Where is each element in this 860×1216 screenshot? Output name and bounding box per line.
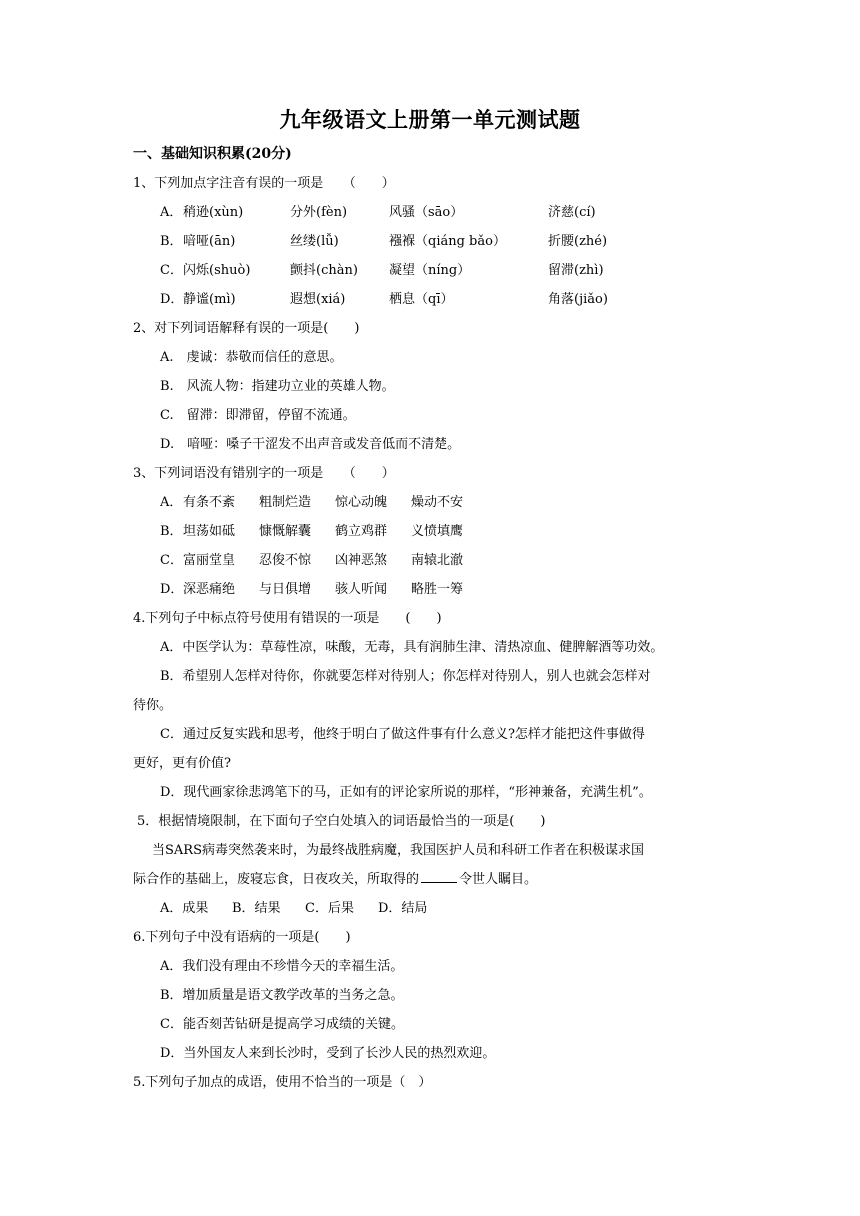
- q1-a-item-3: 风骚（sāo）: [389, 205, 464, 220]
- q1-option-d-label: D．: [160, 292, 184, 307]
- question-5-stem: 5．根据情境限制，在下面句子空白处填入的词语最恰当的一项是( ): [137, 814, 546, 829]
- question-6-stem: 6.下列句子中没有语病的一项是( ): [133, 930, 351, 945]
- q1-b-item-2: 丝缕(lǚ): [290, 234, 339, 249]
- q5-option-c: C．后果: [305, 901, 354, 916]
- q1-d-item-3: 栖息（qī）: [389, 292, 454, 307]
- q6-option-c: C．能否刻苦钻研是提高学习成绩的关键。: [160, 1017, 404, 1032]
- question-4-stem: 4.下列句子中标点符号使用有错误的一项是 ( ): [133, 611, 442, 626]
- q6-option-b: B．增加质量是语文教学改革的当务之急。: [160, 988, 404, 1003]
- q4-option-b-line2: 待你。: [133, 698, 173, 713]
- q3-d-item-4: 略胜一筹: [411, 582, 464, 597]
- q1-a-item-1: 稍逊(xùn): [183, 205, 244, 220]
- question-1-stem: 1、下列加点字注音有误的一项是 （ ）: [133, 176, 395, 191]
- q6-option-d: D．当外国友人来到长沙时，受到了长沙人民的热烈欢迎。: [160, 1046, 496, 1061]
- q4-option-c-line1: C．通过反复实践和思考，他终于明白了做这件事有什么意义?怎样才能把这件事做得: [160, 727, 645, 742]
- section-heading: 一、基础知识积累(20分): [133, 146, 292, 162]
- q2-option-b: B. 风流人物：指建功立业的英雄人物。: [160, 379, 395, 394]
- q3-option-b-label: B．: [160, 524, 183, 539]
- q3-b-item-2: 慷慨解囊: [259, 524, 312, 539]
- q3-option-a-label: A．: [160, 495, 183, 510]
- q6-option-a: A．我们没有理由不珍惜今天的幸福生活。: [160, 959, 404, 974]
- q1-b-item-3: 襁褓（qiáng bǎo）: [389, 234, 506, 249]
- q1-c-item-4: 留滞(zhì): [548, 263, 604, 278]
- q2-option-c: C. 留滞：即滞留，停留不流通。: [160, 408, 356, 423]
- q1-option-c-label: C．: [160, 263, 183, 278]
- q5-passage-line1: 当SARS病毒突然袭来时，为最终战胜病魔，我国医护人员和科研工作者在积极谋求国: [152, 843, 644, 858]
- q1-a-item-4: 济慈(cí): [548, 205, 596, 220]
- q3-d-item-3: 骇人听闻: [335, 582, 388, 597]
- q1-option-a-label: A．: [160, 205, 183, 220]
- q1-b-item-4: 折腰(zhé): [548, 234, 608, 249]
- q5-passage-tail: 令世人瞩目。: [459, 872, 538, 887]
- question-2-stem: 2、对下列词语解释有误的一项是( ): [133, 321, 360, 336]
- q3-c-item-2: 忍俊不惊: [259, 553, 312, 568]
- q5-option-a: A．成果: [160, 901, 209, 916]
- q1-d-item-2: 遐想(xiá): [290, 292, 346, 307]
- q5-option-b: B．结果: [232, 901, 281, 916]
- q4-option-c-line2: 更好，更有价值?: [133, 756, 231, 771]
- q4-option-a: A．中医学认为：草莓性凉，味酸，无毒，具有润肺生津、清热凉血、健脾解酒等功效。: [160, 640, 664, 655]
- q1-c-item-1: 闪烁(shuò): [183, 263, 251, 278]
- q2-option-a: A. 虔诚：恭敬而信任的意思。: [160, 350, 343, 365]
- fill-blank: [421, 870, 457, 883]
- q3-a-item-4: 燥动不安: [411, 495, 464, 510]
- q4-option-b-line1: B．希望别人怎样对待你，你就要怎样对待别人；你怎样对待别人，别人也就会怎样对: [160, 669, 651, 684]
- q3-option-d-label: D．: [160, 582, 184, 597]
- q3-c-item-1: 富丽堂皇: [183, 553, 236, 568]
- q1-d-item-1: 静谧(mì): [183, 292, 236, 307]
- q4-option-d: D．现代画家徐悲鸿笔下的马，正如有的评论家所说的那样，“形神兼备，充满生机”。: [160, 785, 652, 800]
- q5-passage-line2: [133, 868, 537, 887]
- q3-a-item-3: 惊心动魄: [335, 495, 388, 510]
- page-title: 九年级语文上册第一单元测试题: [279, 107, 581, 132]
- q3-c-item-4: 南辕北澈: [411, 553, 464, 568]
- q3-a-item-2: 粗制烂造: [259, 495, 312, 510]
- q5-option-d: D．结局: [378, 901, 428, 916]
- q1-c-item-2: 颤抖(chàn): [290, 263, 358, 278]
- q2-option-d: D. 喑哑：嗓子干涩发不出声音或发音低而不清楚。: [160, 437, 461, 452]
- q1-option-b-label: B．: [160, 234, 183, 249]
- q3-a-item-1: 有条不紊: [183, 495, 236, 510]
- q1-d-item-4: 角落(jiǎo): [548, 292, 608, 307]
- q5-passage-text: 际合作的基础上，废寝忘食，日夜攻关，所取得的: [133, 872, 420, 887]
- q3-d-item-1: 深恶痛绝: [183, 582, 236, 597]
- question-3-stem: 3、下列词语没有错别字的一项是 （ ）: [133, 466, 395, 481]
- q1-c-item-3: 凝望（níng）: [389, 263, 471, 278]
- q3-b-item-1: 坦荡如砥: [183, 524, 236, 539]
- q3-b-item-4: 义愤填鹰: [411, 524, 464, 539]
- q1-a-item-2: 分外(fèn): [290, 205, 348, 220]
- q3-d-item-2: 与日俱增: [259, 582, 312, 597]
- question-7-stem: 5.下列句子加点的成语，使用不恰当的一项是（ ）: [133, 1075, 432, 1090]
- q1-b-item-1: 喑哑(ān): [183, 234, 236, 249]
- q3-b-item-3: 鹤立鸡群: [335, 524, 388, 539]
- q3-option-c-label: C．: [160, 553, 183, 568]
- q3-c-item-3: 凶神恶煞: [335, 553, 388, 568]
